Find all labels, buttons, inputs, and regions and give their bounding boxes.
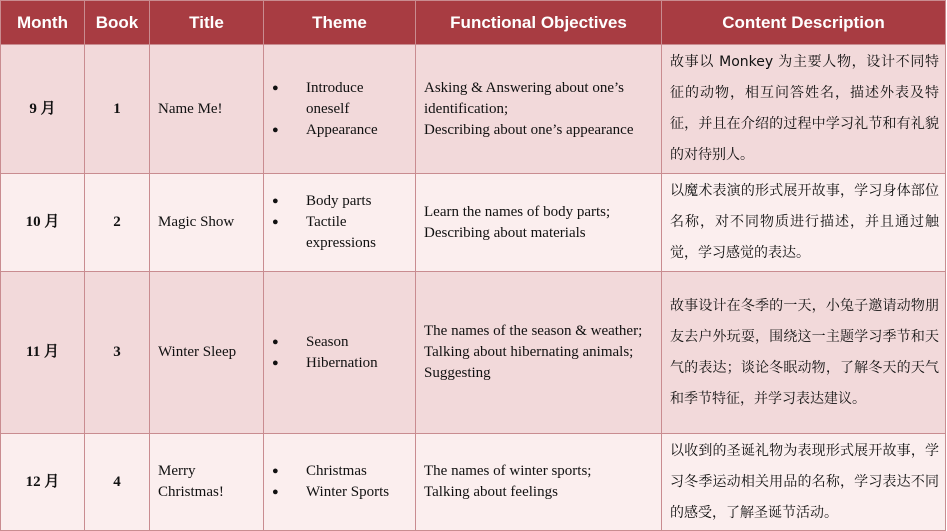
theme-item: ● Hibernation <box>286 353 407 374</box>
table-row <box>1 174 946 272</box>
header-title: Title <box>150 1 264 45</box>
month-cell: 11 月 <box>1 272 85 434</box>
theme-cell <box>264 174 416 272</box>
header-book: Book <box>85 1 150 45</box>
theme-item: ● Appearance <box>286 120 407 141</box>
objective-line: Talking about feelings <box>424 484 558 500</box>
table-row <box>1 434 946 531</box>
theme-item: ● Body parts <box>286 191 407 212</box>
title-cell: Name Me! <box>150 45 264 174</box>
theme-item: ● Introduce oneself <box>286 78 407 120</box>
book-cell: 1 <box>85 45 150 174</box>
month-cell: 12 月 <box>1 434 85 531</box>
objective-line: Suggesting <box>424 365 491 381</box>
title-cell: Magic Show <box>150 174 264 272</box>
objectives-cell <box>416 45 662 174</box>
book-cell: 3 <box>85 272 150 434</box>
header-content-description: Content Description <box>662 1 946 45</box>
theme-cell <box>264 434 416 531</box>
objectives-cell <box>416 174 662 272</box>
objectives-cell <box>416 434 662 531</box>
objective-line: Learn the names of body parts; <box>424 203 611 220</box>
theme-item: ● Season <box>286 332 407 353</box>
table-row <box>1 272 946 434</box>
description-cell: 以收到的圣诞礼物为表现形式展开故事，学习冬季运动相关用品的名称，学习表达不同的感受，了解圣诞节活动。 <box>662 434 946 531</box>
objective-line: The names of the season & weather; <box>424 323 643 339</box>
objectives-cell <box>416 272 662 434</box>
header-row <box>1 1 946 45</box>
title-cell: Merry Christmas! <box>150 434 264 531</box>
objective-line: Talking about hibernating animals; <box>424 344 634 360</box>
book-cell: 2 <box>85 174 150 272</box>
theme-cell <box>264 45 416 174</box>
book-cell: 4 <box>85 434 150 531</box>
title-cell: Winter Sleep <box>150 272 264 434</box>
header-functional-objectives: Functional Objectives <box>416 1 662 45</box>
objective-line: Asking & Answering about one’s identification; <box>424 79 624 117</box>
header-month: Month <box>1 1 85 45</box>
description-cell: 故事以 Monkey 为主要人物，设计不同特征的动物，相互问答姓名，描述外表及特征，并且在介绍的过程中学习礼节和有礼貌的对待别人。 <box>662 45 946 174</box>
description-cell: 故事设计在冬季的一天，小兔子邀请动物朋友去户外玩耍，围绕这一主题学习季节和天气的表达；谈论冬眠动物，了解冬天的天气和季节特征，并学习表达建议。 <box>662 272 946 434</box>
objective-line: The names of winter sports; <box>424 463 592 479</box>
theme-item: ● Christmas <box>286 461 407 482</box>
objective-line: Describing about one’s appearance <box>424 121 634 138</box>
month-cell: 10 月 <box>1 174 85 272</box>
header-theme: Theme <box>264 1 416 45</box>
table-row <box>1 45 946 174</box>
theme-item: ● Winter Sports <box>286 482 407 503</box>
description-cell: 以魔术表演的形式展开故事，学习身体部位名称，对不同物质进行描述，并且通过触觉，学习感觉的表达。 <box>662 174 946 272</box>
theme-cell <box>264 272 416 434</box>
month-cell: 9 月 <box>1 45 85 174</box>
theme-item: ● Tactile expressions <box>286 212 407 254</box>
objective-line: Describing about materials <box>424 224 586 241</box>
